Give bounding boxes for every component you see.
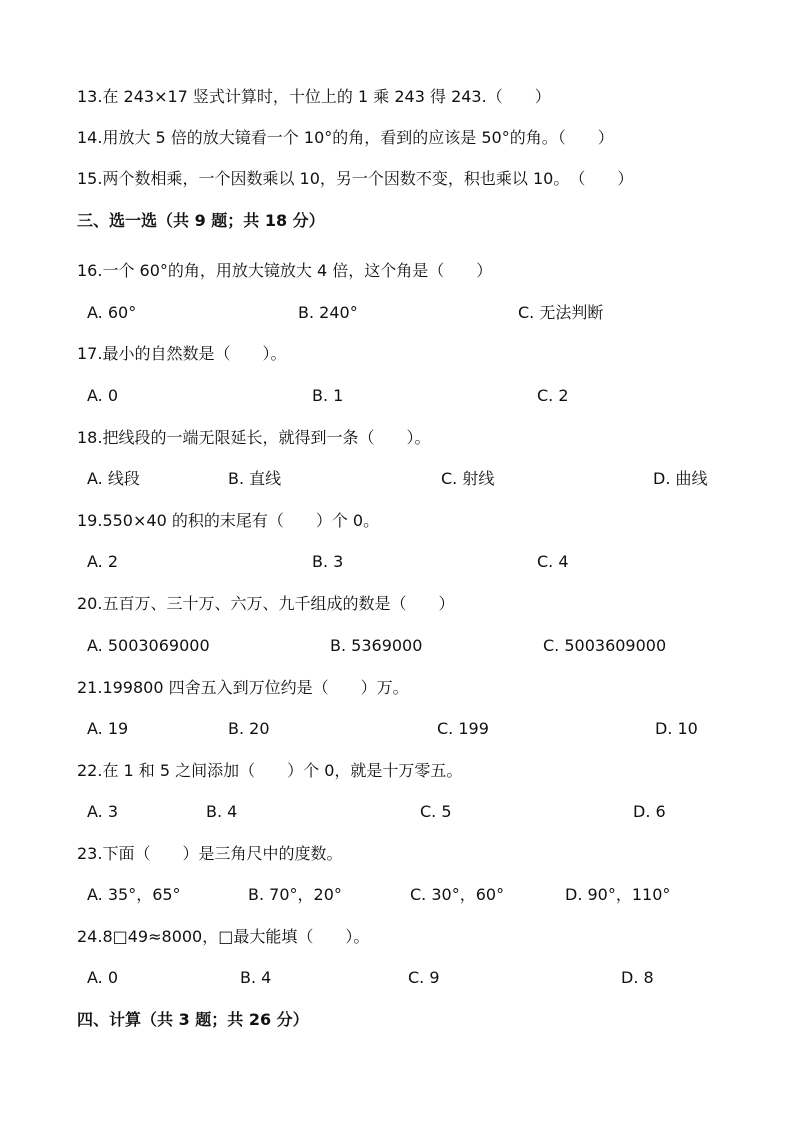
question-16: 16.一个 60°的角，用放大镜放大 4 倍，这个角是（ ） bbox=[77, 261, 493, 280]
option-17-a: A. 0 bbox=[87, 386, 119, 405]
option-20-b: B. 5369000 bbox=[330, 636, 423, 655]
option-21-b: B. 20 bbox=[228, 719, 270, 738]
section-heading-choice: 三、选一选（共 9 题；共 18 分） bbox=[77, 211, 325, 230]
question-22: 22.在 1 和 5 之间添加（ ）个 0，就是十万零五。 bbox=[77, 761, 463, 780]
question-17: 17.最小的自然数是（ ）。 bbox=[77, 344, 287, 363]
option-21-d: D. 10 bbox=[655, 719, 698, 738]
question-18: 18.把线段的一端无限延长，就得到一条（ ）。 bbox=[77, 428, 431, 447]
question-24: 24.8□49≈8000，□最大能填（ ）。 bbox=[77, 927, 370, 946]
option-19-b: B. 3 bbox=[312, 552, 344, 571]
option-18-d: D. 曲线 bbox=[653, 469, 708, 488]
question-20: 20.五百万、三十万、六万、九千组成的数是（ ） bbox=[77, 594, 455, 613]
option-21-a: A. 19 bbox=[87, 719, 129, 738]
question-14: 14.用放大 5 倍的放大镜看一个 10°的角，看到的应该是 50°的角。（ ） bbox=[77, 128, 614, 147]
option-18-c: C. 射线 bbox=[441, 469, 495, 488]
option-24-d: D. 8 bbox=[621, 968, 654, 987]
option-23-a: A. 35°，65° bbox=[87, 885, 181, 904]
option-22-a: A. 3 bbox=[87, 802, 119, 821]
option-20-a: A. 5003069000 bbox=[87, 636, 210, 655]
question-15: 15.两个数相乘，一个因数乘以 10，另一个因数不变，积也乘以 10。 （ ） bbox=[77, 169, 634, 188]
question-19: 19.550×40 的积的末尾有（ ）个 0。 bbox=[77, 511, 380, 530]
option-19-a: A. 2 bbox=[87, 552, 119, 571]
option-22-b: B. 4 bbox=[206, 802, 238, 821]
option-24-a: A. 0 bbox=[87, 968, 119, 987]
option-20-c: C. 5003609000 bbox=[543, 636, 667, 655]
option-17-c: C. 2 bbox=[537, 386, 569, 405]
option-22-d: D. 6 bbox=[633, 802, 666, 821]
question-23: 23.下面（ ）是三角尺中的度数。 bbox=[77, 844, 343, 863]
option-23-b: B. 70°，20° bbox=[248, 885, 342, 904]
option-17-b: B. 1 bbox=[312, 386, 344, 405]
option-18-a: A. 线段 bbox=[87, 469, 140, 488]
option-21-c: C. 199 bbox=[437, 719, 489, 738]
option-24-c: C. 9 bbox=[408, 968, 440, 987]
section-heading-calculation: 四、计算（共 3 题；共 26 分） bbox=[77, 1010, 309, 1029]
option-16-c: C. 无法判断 bbox=[518, 303, 604, 322]
option-23-d: D. 90°，110° bbox=[565, 885, 671, 904]
option-16-a: A. 60° bbox=[87, 303, 137, 322]
question-13: 13.在 243×17 竖式计算时，十位上的 1 乘 243 得 243.（ ） bbox=[77, 87, 551, 106]
option-24-b: B. 4 bbox=[240, 968, 272, 987]
option-16-b: B. 240° bbox=[298, 303, 358, 322]
question-21: 21.199800 四舍五入到万位约是（ ）万。 bbox=[77, 678, 409, 697]
option-22-c: C. 5 bbox=[420, 802, 452, 821]
option-23-c: C. 30°，60° bbox=[410, 885, 505, 904]
option-19-c: C. 4 bbox=[537, 552, 569, 571]
option-18-b: B. 直线 bbox=[228, 469, 282, 488]
